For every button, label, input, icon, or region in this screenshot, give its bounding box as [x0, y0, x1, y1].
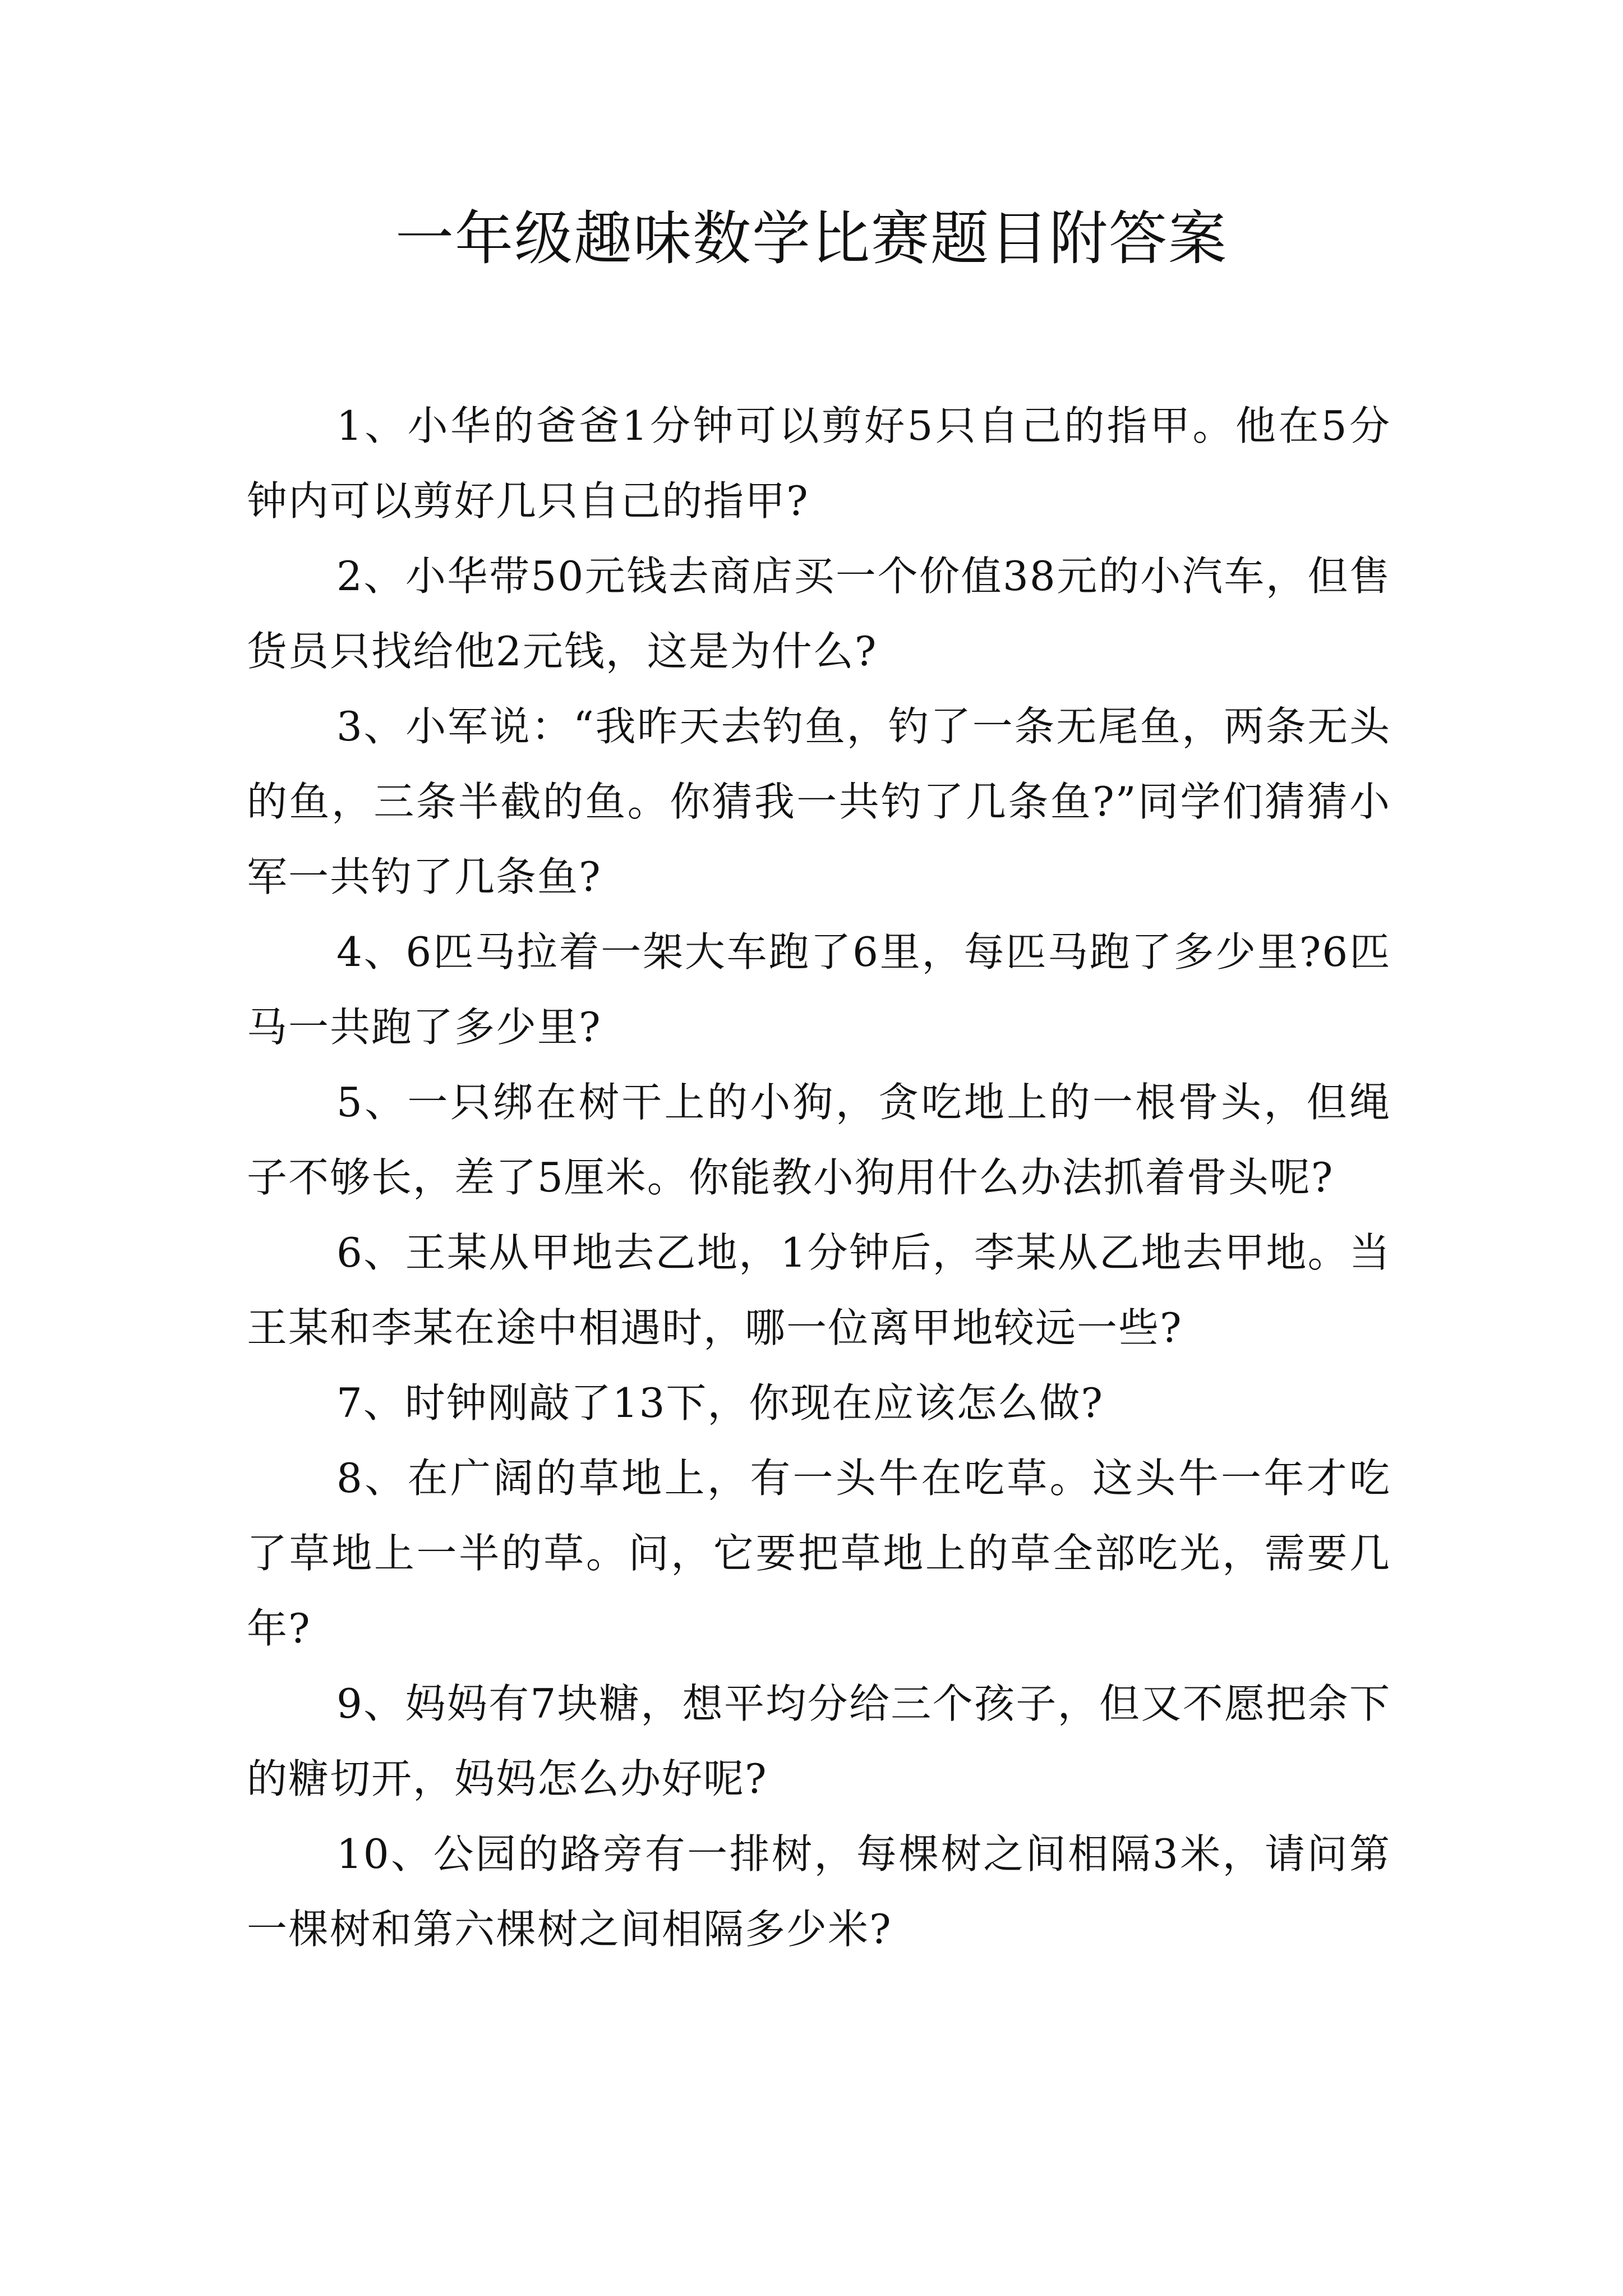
question-item: 2、小华带50元钱去商店买一个价值38元的小汽车，但售货员只找给他2元钱，这是为什么? — [247, 553, 1391, 675]
question-item: 1、小华的爸爸1分钟可以剪好5只自己的指甲。他在5分钟内可以剪好几只自己的指甲? — [247, 402, 1391, 524]
question-item: 10、公园的路旁有一排树，每棵树之间相隔3米，请问第一棵树和第六棵树之间相隔多少米? — [247, 1830, 1391, 1953]
question-item: 6、王某从甲地去乙地，1分钟后，李某从乙地去甲地。当王某和李某在途中相遇时，哪一位离甲地较远一些? — [247, 1229, 1391, 1351]
question-item: 7、时钟刚敲了13下，你现在应该怎么做? — [336, 1379, 1104, 1427]
question-item: 4、6匹马拉着一架大车跑了6里，每匹马跑了多少里?6匹马一共跑了多少里? — [247, 928, 1391, 1051]
question-item: 9、妈妈有7块糖，想平均分给三个孩子，但又不愿把余下的糖切开，妈妈怎么办好呢? — [247, 1680, 1391, 1802]
question-item: 3、小军说：“我昨天去钓鱼，钓了一条无尾鱼，两条无头的鱼，三条半截的鱼。你猜我一共钓了几条鱼?”同学们猜猜小军一共钓了几条鱼? — [247, 703, 1391, 900]
document-title: 一年级趣味数学比赛题目附答案 — [395, 204, 1228, 273]
question-list — [247, 388, 1391, 1967]
question-item: 8、在广阔的草地上，有一头牛在吃草。这头牛一年才吃了草地上一半的草。问，它要把草地上的草全部吃光，需要几年? — [247, 1455, 1391, 1652]
question-item: 5、一只绑在树干上的小狗，贪吃地上的一根骨头，但绳子不够长，差了5厘米。你能教小狗用什么办法抓着骨头呢? — [247, 1079, 1391, 1201]
